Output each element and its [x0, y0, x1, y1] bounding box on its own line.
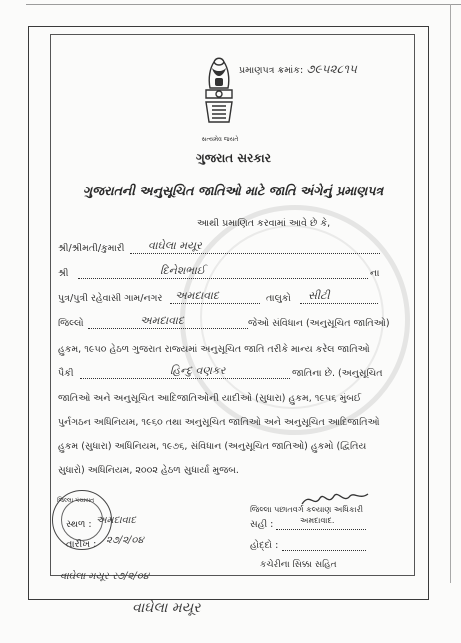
father-suffix: ના [370, 268, 380, 279]
officer-place: અમદાવાદ. [300, 516, 335, 525]
stamp-text: જિલ્લા પંચાયત [57, 497, 95, 504]
designation-line [282, 550, 366, 551]
page-edge-right [450, 4, 451, 583]
designation-label: હોદ્દો : [250, 540, 279, 551]
caste-label: પૈકી [58, 368, 74, 379]
law-line-2: પુર્નગઠન અધિનિયમ, ૧૯૬૦ તથા અનુસૂચિત જાતિઓ અને અનુસૂચિત આદિજાતિઓ [58, 417, 380, 428]
sign-line [276, 529, 366, 530]
sign-label: સહી : [250, 519, 274, 530]
officer-title: જિલ્લા પછાતવર્ગ કલ્યાણ અધિકારી [250, 505, 364, 514]
place-label: સ્થળ : [66, 519, 92, 530]
place-value: અમદાવાદ [96, 515, 136, 526]
district-value: અમદાવાદ [140, 314, 184, 327]
certificate-title: ગુજરાતની અનુસૂચિત જાતિઓ માટે જાતિ અંગેનું પ્રમાણપત્ર [82, 183, 384, 198]
residence-label: પુત્ર/પુત્રી રહેવાસી ગામ/નગર [58, 293, 163, 304]
page-edge-top [26, 4, 461, 5]
government-name: ગુજરાત સરકાર [196, 151, 271, 165]
father-label: શ્રી [58, 268, 69, 279]
residence-value: અમદાવાદ [175, 289, 219, 302]
date-value: ૨૭/૨/૦૪ [106, 535, 144, 546]
name-value: વાઘેલા મયૂર [148, 239, 202, 252]
name-label: શ્રી/શ્રીમતી/કુમારી [58, 243, 125, 254]
serial-number-line [239, 62, 357, 77]
bottom-attestation-note: વાઘેલા મયૂર ર૭/૨/૦૪ [60, 571, 149, 582]
office-seal-note: કચેરીના સિક્કા સહિત [260, 560, 337, 570]
emblem-motto: સત્યમેવ જયતે [201, 136, 239, 143]
law-line-3: હુકમ (સુધારા) અધિનિયમ, ૧૯૭૬, સંવિધાન (અનુસૂચિત જાતિઓ) હુકમો (દ્વિતિય [58, 441, 367, 452]
law-line-1: જાતિઓ અને અનુસૂચિત આદિજાતિઓની યાદીઓ (સુધારા) હુકમ, ૧૯૫૬ મુંબઈ [58, 393, 362, 404]
law-line-4: સુધારો) અધિનિયમ, ૨૦૦૨ હેઠળ સુધાર્યા મુજબ. [58, 465, 239, 476]
taluka-line [300, 303, 378, 304]
order-line: હુકમ, ૧૯૫૦ હેઠળ ગુજરાત રાજ્યમાં અનુસૂચિત જાતિ તરીકે માન્ય કરેલ જાતિઓ [58, 344, 370, 355]
residence-line [170, 303, 260, 304]
taluka-label: તાલુકો [266, 293, 291, 304]
lion-capital-emblem-icon [196, 48, 242, 144]
caste-line [80, 378, 290, 379]
caste-value: હિન્દુ વણકર [170, 364, 226, 377]
serial-number: ૭૯૫૨૮૧૫ [306, 62, 357, 76]
district-label: જિલ્લો [58, 318, 84, 329]
district-suffix: જેઓ સંવિધાન (અનુસૂચિત જાતિઓ) [248, 318, 390, 329]
intro-text: આથી પ્રમાણિત કરવામાં આવે છે કે, [197, 218, 331, 229]
name-line [130, 253, 380, 254]
father-line [78, 278, 368, 279]
serial-label: પ્રમાણપત્ર ક્રમાંક: [239, 65, 304, 76]
date-label: તારીખ : [66, 539, 97, 550]
father-value: દિનેશભાઈ [160, 264, 206, 277]
taluka-value: સીટી [308, 289, 330, 302]
district-line [88, 328, 248, 329]
handwritten-name: વાઘેલા મયૂર [132, 600, 201, 616]
caste-suffix: જાતિના છે. (અનુસૂચિત [292, 368, 383, 379]
